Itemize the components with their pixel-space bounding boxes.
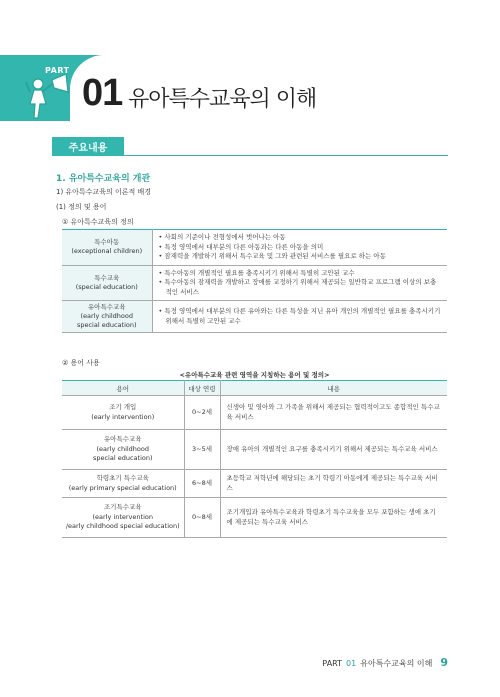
chapter-title: 유아특수교육의 이해 [128,87,317,112]
table-row [62,430,447,470]
chapter-number: 01 [82,72,123,114]
term-line: 조기특수교육 [103,503,142,512]
term-usage-table [62,380,447,538]
table-row [62,396,447,430]
age-cell: 0~2세 [184,396,220,430]
content-cell: 조기개입과 유아특수교육과 학령초기 특수교육을 모두 포함하는 생애 초기에 제공되는 특수교육 서비스 [220,498,447,538]
term-en: special education) [76,321,137,329]
header-content: 내용 [220,381,447,396]
term-line: 유아특수교육 [103,435,142,444]
page-number: 9 [440,656,448,669]
subsection-1: 1) 유아특수교육의 이론적 배경 [56,188,152,196]
definition-table [62,229,447,333]
list-item: • 특정 영역에서 대부분의 다른 유아와는 다른 특성을 지닌 유아 개인의 개별적인 필요를 충족시키기 위해서 특별히 고안된 교수 [158,307,441,325]
term-line: (early intervention [92,512,153,521]
age-cell: 6~8세 [184,470,220,498]
header-age: 대상 연령 [184,381,220,396]
content-cell: 신생아 및 영아와 그 가족을 위해서 제공되는 협력적이고도 종합적인 특수교육 서비스 [220,396,447,430]
table-row [62,301,447,333]
term-ko: 유아특수교육 [87,303,126,311]
table-row [62,265,447,301]
list-item: • 특수아동의 잠재력을 개발하고 장애를 교정하기 위해서 제공되는 일반학교 프로그램 이상의 보충적인 서비스 [158,278,437,296]
subsection-3: ① 유아특수교육의 정의 [62,218,134,226]
term-line: (early primary special education) [68,483,177,492]
part-label: PART [45,66,70,75]
definition-cell [152,265,447,301]
term-line: special education) [92,454,153,463]
footer-chapter-num: 01 [346,659,357,668]
term-line: (early childhood [96,444,150,453]
header-term: 용어 [62,381,184,396]
term-cell [62,430,184,470]
page-footer [322,656,448,669]
term-cell [62,498,184,538]
content-cell: 장애 유아의 개별적인 요구를 충족시키기 위해서 제공되는 특수교육 서비스 [220,430,447,470]
term-en: (early childhood [80,312,134,320]
tag-divider [52,155,448,156]
term-en: (exceptional children) [71,247,143,256]
term-line: 조기 개입 [109,403,137,411]
age-cell: 0~8세 [184,498,220,538]
age-cell: 3~5세 [184,430,220,470]
footer-part: PART [322,659,343,668]
subsection-2: (1) 정의 및 용어 [56,203,107,211]
term-cell [62,470,184,498]
term-ko: 특수아동 [94,238,120,247]
table-row [62,498,447,538]
definition-cell [152,301,447,333]
table-header-row [62,381,447,396]
list-item: • 사회의 기준이나 전형성에서 벗어나는 아동 [158,233,286,241]
table-row [62,230,447,266]
term-en: (special education) [75,282,138,291]
main-content-tag: 주요내용 [52,137,124,155]
table-row [62,470,447,498]
footer-title: 유아특수교육의 이해 [360,659,433,668]
term-cell [62,301,152,333]
table-caption: <유아특수교육 관련 영역을 지칭하는 용어 및 정의> [179,371,330,379]
list-item: • 특정 영역에서 대부분의 다른 아동과는 다른 아동을 의미 [158,242,324,251]
megaphone-person-icon [24,74,72,120]
term-ko: 특수교육 [94,273,120,282]
content-cell: 초등학교 저학년에 해당되는 초기 학령기 아동에게 제공되는 특수교육 서비스 [220,470,447,498]
term-line: (early intervention) [91,412,155,421]
definition-cell [152,230,447,266]
term-cell [62,230,152,266]
list-item: • 잠재력을 개발하기 위해서 특수교육 및 그와 관련된 서비스를 필요로 하는 아동 [158,252,386,260]
term-cell [62,265,152,301]
section-title: 1. 유아특수교육의 개관 [56,174,151,184]
term-line: /early childhood special education) [65,522,180,531]
term-line: 학령초기 특수교육 [96,474,149,482]
subsection-4: ② 용어 사용 [62,359,100,367]
list-item: • 특수아동의 개별적인 필요를 충족시키기 위해서 특별히 고안된 교수 [158,268,355,277]
term-cell [62,396,184,430]
